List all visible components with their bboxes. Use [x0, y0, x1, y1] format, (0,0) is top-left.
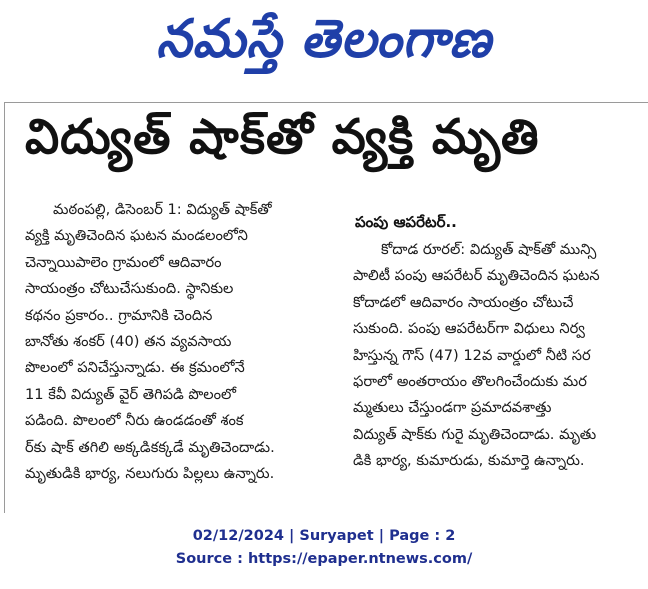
- article-line: చెన్నాయిపాలెం గ్రామంలో ఆదివారం: [25, 253, 222, 271]
- article-line: ర్‌కు షాక్ తగిలి అక్కడికక్కడే మృతిచెందాడు.: [25, 438, 275, 456]
- masthead-logo: నమస్తే తెలంగాణ: [156, 7, 492, 69]
- newspaper-clipping: [4, 102, 648, 513]
- article-line: కథనం ప్రకారం.. గ్రామానికి చెందిన: [25, 306, 213, 324]
- article-line: వ్యక్తి మృతిచెందిన ఘటన మండలంలోని: [25, 227, 248, 245]
- footer-date-edition-page: 02/12/2024 | Suryapet | Page : 2: [192, 528, 456, 544]
- footer-source-link[interactable]: Source : https://epaper.ntnews.com/: [175, 551, 473, 567]
- article-line: పాలిటీ పంపు ఆపరేటర్ మృతిచెందిన ఘటన: [353, 267, 600, 285]
- article-line: సాయంత్రం చోటుచేసుకుంది. స్థానికుల: [25, 280, 234, 298]
- article-line: విద్యుత్ షాక్‌కు గురై మృతిచెందాడు. మృతు: [353, 425, 597, 443]
- masthead: [0, 0, 648, 90]
- article-subhead: పంపు ఆపరేటర్..: [355, 213, 457, 231]
- article-line: పడింది. పొలంలో నీరు ఉండడంతో శంక: [25, 412, 244, 430]
- article-line: పొలంలో పనిచేస్తున్నాడు. ఈ క్రమంలోనే: [25, 359, 245, 377]
- article-line: 11 కేవీ విద్యుత్ వైర్ తెగిపడి పొలంలో: [25, 385, 237, 403]
- article-line: సుకుంది. పంపు ఆపరేటర్‌గా విధులు నిర్వ: [353, 320, 585, 338]
- article-line: ఫరాలో అంతరాయం తొలగించేందుకు మర: [353, 373, 587, 391]
- article-line: మఠంపల్లి, డిసెంబర్ 1: విద్యుత్ షాక్‌తో: [53, 201, 272, 218]
- article-right-column: [353, 237, 648, 475]
- article-line: హిస్తున్న గౌస్ (47) 12వ వార్డులో నీటి సర: [353, 346, 591, 364]
- article-headline: విద్యుత్ షాక్‌తో వ్యక్తి మృతి: [25, 109, 540, 165]
- article-left-column: [25, 197, 345, 487]
- article-line: కోదాడ రూరల్: విద్యుత్ షాక్‌తో మున్సి: [381, 241, 597, 258]
- article-line: కోదాడలో ఆదివారం సాయంత్రం చోటుచే: [353, 293, 574, 311]
- article-line: బానోతు శంకర్ (40) తన వ్యవసాయ: [25, 333, 232, 351]
- article-line: డికి భార్య, కుమారుడు, కుమార్తె ఉన్నారు.: [353, 452, 585, 470]
- article-line: మ్మతులు చేస్తుండగా ప్రమాదవశాత్తు: [353, 399, 552, 417]
- article-line: మృతుడికి భార్య, నలుగురు పిల్లలు ఉన్నారు.: [25, 465, 275, 483]
